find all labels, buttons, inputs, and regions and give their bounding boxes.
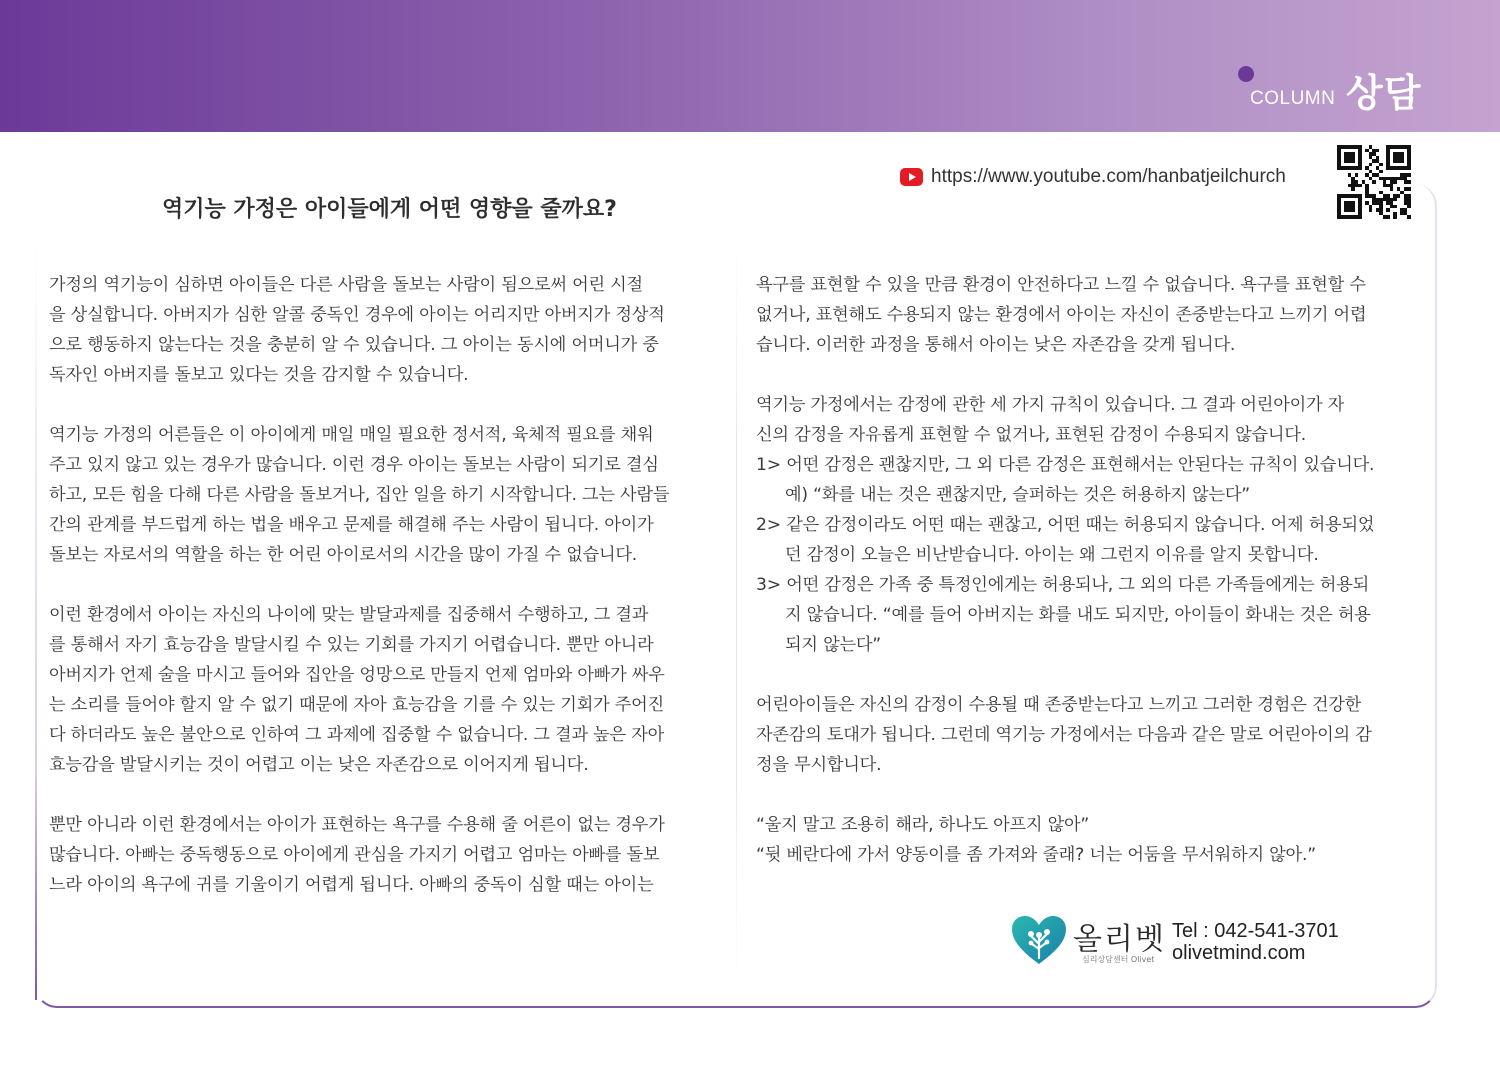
quote: “뒷 베란다에 가서 양동이를 좀 가져와 줄래? 너는 어둠을 무서워하지 않아.” [756, 845, 1316, 865]
rule-marker: 1> [756, 455, 781, 475]
brand-name: 올리벳 [1073, 922, 1166, 957]
quote: “울지 말고 조용히 해라, 하나도 아프지 않아” [756, 815, 1090, 835]
rule-text: 어떤 감정은 괜찮지만, 그 외 다른 감정은 표현해서는 안된다는 규칙이 있습니다. [786, 455, 1375, 475]
rule-marker: 3> [756, 575, 781, 595]
column-label: COLUMN [1250, 88, 1336, 109]
qr-code-icon [1337, 145, 1411, 219]
paragraph: 이런 환경에서 아이는 자신의 나이에 맞는 발달과제를 집중해서 수행하고, 그 결과 를 통해서 자기 효능감을 발달시킬 수 있는 기회를 가지기 어렵습니다. 뿐만 아니라 아버지가 언제 술을 마시고 들어와 집안을 엉망으로 만들지 언제 엄마와 아빠가 싸우 는 소리를 들어야 할지 알 수 없기 때문에 자아 효능감을 기를 수 있는 기회가 주어진 다 하더라도 높은 불안으로 인하여 그 과제에 집중할 수 없습니다. 그 결과 높은 자아 효능감을 발달시키는 것이 어렵고 이는 낮은 자존감으로 이어지게 됩니다. [49, 605, 665, 775]
paragraph: 역기능 가정에서는 감정에 관한 세 가지 규칙이 있습니다. 그 결과 어린아이가 자 신의 감정을 자유롭게 표현할 수 없거나, 표현된 감정이 수용되지 않습니다. [756, 395, 1345, 445]
header-banner [0, 0, 1500, 132]
article-title: 역기능 가정은 아이들에게 어떤 영향을 줄까요? [162, 197, 617, 222]
paragraph: 어린아이들은 자신의 감정이 수용될 때 존중받는다고 느끼고 그러한 경험은 건강한 자존감의 토대가 됩니다. 그런데 역기능 가정에서는 다음과 같은 말로 어린아이의 감 정을 무시합니다. [756, 695, 1372, 775]
column-dot-icon [1238, 66, 1254, 82]
paragraph: 역기능 가정의 어른들은 이 아이에게 매일 매일 필요한 정서적, 육체적 필요를 채워 주고 있지 않고 있는 경우가 많습니다. 이런 경우 아이는 돌보는 사람이 되기로 결심 하고, 모든 힘을 다해 다른 사람을 돌보거나, 집안 일을 하기 시작합니다. 그는 사람들 간의 관계를 부드럽게 하는 법을 배우고 문제를 해결해 주는 사람이 됩니다. 아이가 돌보는 자로서의 역할을 하는 한 어린 아이로서의 시간을 많이 가질 수 없습니다. [49, 425, 670, 565]
rule-continuation: 던 감정이 오늘은 비난받습니다. 아이는 왜 그런지 이유를 알지 못합니다. [785, 545, 1319, 565]
column-divider [736, 240, 737, 980]
contact-phone: Tel : 042-541-3701 [1172, 920, 1339, 942]
article-left-column [49, 270, 721, 900]
brand-subtitle: 심리상담센터 Olivet [1082, 955, 1155, 964]
rule-item [756, 450, 1428, 480]
section-title: 상담 [1346, 71, 1422, 115]
rule-continuation: 지 않습니다. “예를 들어 아버지는 화를 내도 되지만, 아이들이 화내는 것은 허용 되지 않는다” [785, 605, 1371, 655]
article-right-column [756, 270, 1428, 870]
rule-text: 같은 감정이라도 어떤 때는 괜찮고, 어떤 때는 허용되지 않습니다. 어제 허용되었 [786, 515, 1375, 535]
youtube-link[interactable] [900, 166, 1286, 188]
rule-item [756, 570, 1428, 600]
paragraph: 뿐만 아니라 이런 환경에서는 아이가 표현하는 욕구를 수용해 줄 어른이 없는 경우가 많습니다. 아빠는 중독행동으로 아이에게 관심을 가지기 어렵고 엄마는 아빠를 돌보 느라 아이의 욕구에 귀를 기울이기 어렵게 됩니다. 아빠의 중독이 심할 때는 아이는 [49, 815, 665, 895]
paragraph: 가정의 역기능이 심하면 아이들은 다른 사람을 돌보는 사람이 됨으로써 어린 시절 을 상실합니다. 아버지가 심한 알콜 중독인 경우에 아이는 어리지만 아버지가 정상적 으로 행동하지 않는다는 것을 충분히 알 수 있습니다. 그 아이는 동시에 어머니가 중 독자인 아버지를 돌보고 있다는 것을 감지할 수 있습니다. [49, 275, 665, 385]
rule-text: 어떤 감정은 가족 중 특정인에게는 허용되나, 그 외의 다른 가족들에게는 허용되 [786, 575, 1370, 595]
frame-left-edge [35, 240, 37, 1000]
rule-item [756, 510, 1428, 540]
youtube-icon [900, 168, 923, 186]
paragraph: 욕구를 표현할 수 있을 만큼 환경이 안전하다고 느낄 수 없습니다. 욕구를 표현할 수 없거나, 표현해도 수용되지 않는 환경에서 아이는 자신이 존중받는다고 느끼기 어렵 습니다. 이러한 과정을 통해서 아이는 낮은 자존감을 갖게 됩니다. [756, 275, 1367, 355]
contact-website[interactable]: olivetmind.com [1172, 942, 1306, 964]
olivet-heart-logo-icon [1010, 914, 1068, 966]
rule-marker: 2> [756, 515, 781, 535]
rule-continuation: 예) “화를 내는 것은 괜찮지만, 슬퍼하는 것은 허용하지 않는다” [785, 485, 1250, 505]
youtube-url[interactable]: https://www.youtube.com/hanbatjeilchurch [931, 166, 1286, 187]
